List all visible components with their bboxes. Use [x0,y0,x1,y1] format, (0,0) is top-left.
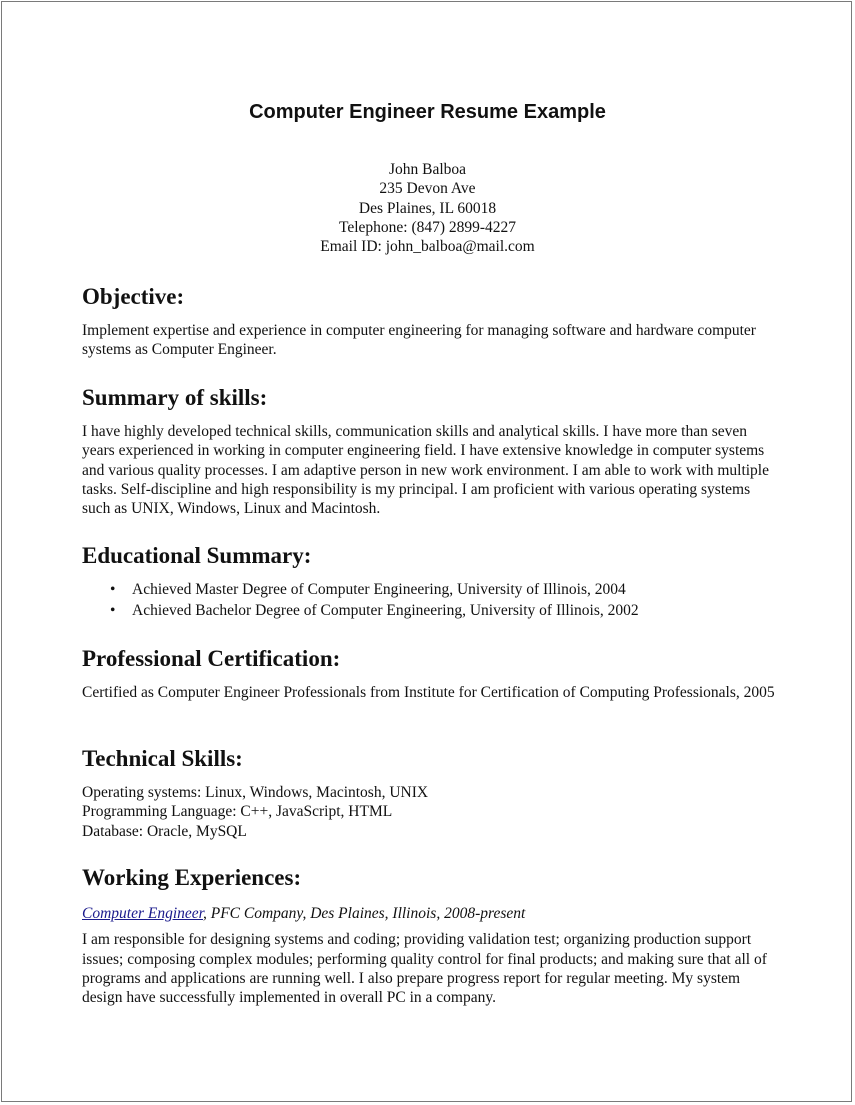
education-heading: Educational Summary: [82,543,312,568]
job-title-link[interactable]: Computer Engineer [82,905,203,922]
technical-skill-line: Operating systems: Linux, Windows, Macintosh, UNIX [82,784,429,801]
contact-email: Email ID: john_balboa@mail.com [320,238,535,256]
objective-heading: Objective: [82,284,185,309]
job-details: , PFC Company, Des Plaines, Illinois, 2008-present [202,905,526,922]
job-entry [82,904,782,923]
work-experience-heading: Working Experiences: [82,865,302,890]
objective-section [82,283,782,360]
certification-text: Certified as Computer Engineer Professionals from Institute for Certification of Computing Professionals, 2005 [82,684,775,701]
technical-skill-line: Database: Oracle, MySQL [82,822,247,840]
education-item-text: Achieved Bachelor Degree of Computer Engineering, University of Illinois, 2002 [132,601,639,619]
list-item [82,580,782,601]
certification-section [82,645,782,702]
document-title: Computer Engineer Resume Example [249,101,606,123]
technical-skills-section [82,745,782,841]
contact-block [0,160,855,256]
summary-text: I have highly developed technical skills, communication skills and analytical skills. I have more than seven years experienced in working in computer engineering field. I have extensive knowledge in computer systems and various quality processes. I am adaptive person in new work environment. I am able to work with multiple tasks. Self-discipline and high responsibility is my principal. I am proficient with various operating systems such as UNIX, Windows, Linux and Macintosh. [82,423,769,518]
objective-text: Implement expertise and experience in computer engineering for managing software and hardware computer systems as Computer Engineer. [82,322,756,359]
contact-street: 235 Devon Ave [379,180,476,198]
certification-heading: Professional Certification: [82,646,341,671]
work-experience-section [82,864,782,1007]
list-item [82,601,782,622]
education-list [82,580,782,621]
bullet-icon: • [110,581,116,598]
technical-skills-heading: Technical Skills: [82,746,243,771]
contact-telephone: Telephone: (847) 2899-4227 [338,218,517,236]
technical-skills-list [82,783,782,841]
work-description: I am responsible for designing systems and coding; providing validation test; organizing production support issues; composing complex modules; performing quality control for final products; and making sure that all of programs and applications are running well. I also prepare progress report for regular meeting. My system design have successfully implemented in overall PC in a company. [82,931,767,1007]
education-item-text: Achieved Master Degree of Computer Engineering, University of Illinois, 2004 [132,581,626,598]
education-section [82,542,782,621]
technical-skill-line: Programming Language: C++, JavaScript, HTML [82,803,393,821]
summary-section [82,384,782,518]
summary-heading: Summary of skills: [82,385,268,410]
contact-name: John Balboa [388,161,467,178]
bullet-icon: • [110,601,116,619]
contact-city: Des Plaines, IL 60018 [358,199,497,217]
